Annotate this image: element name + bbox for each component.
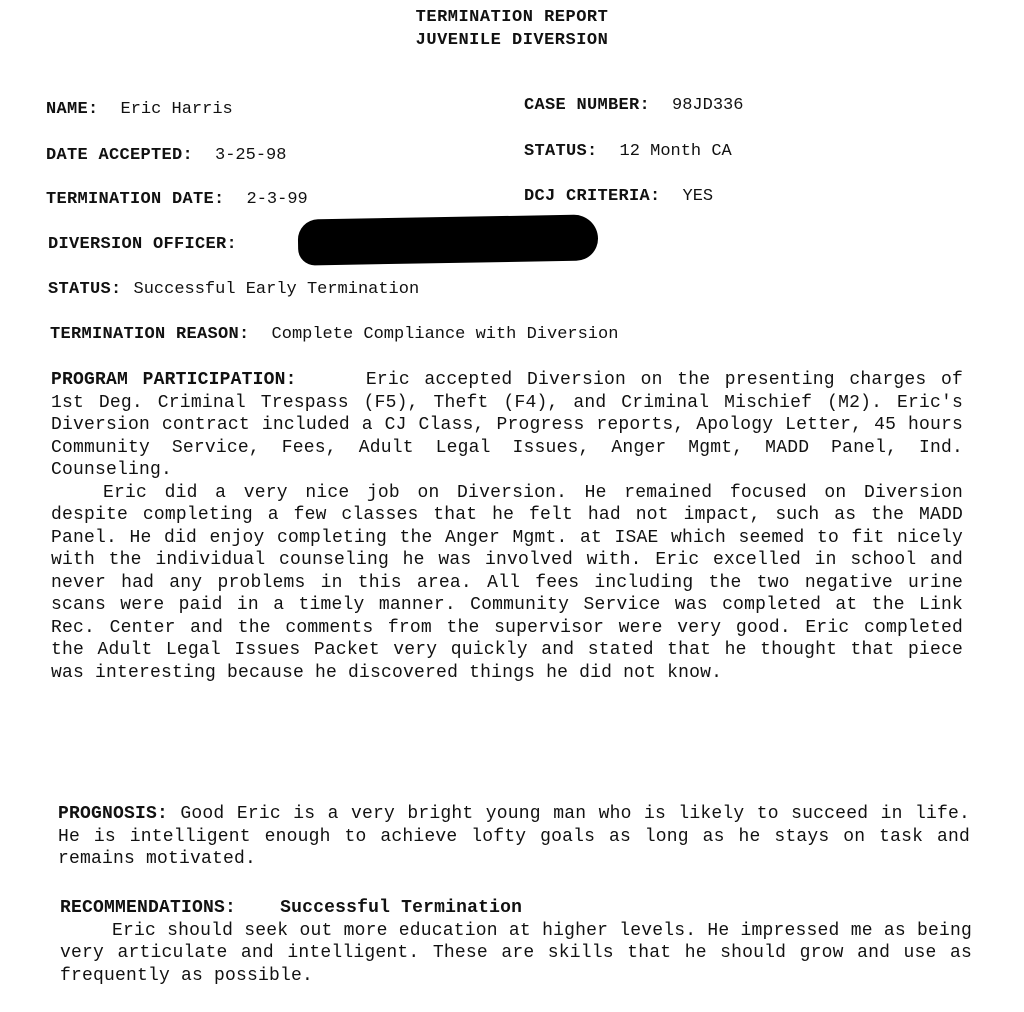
- name-field: [46, 100, 233, 119]
- program-participation-text-2: Eric did a very nice job on Diversion. He remained focused on Diversion despite completing a few classes that he felt had not impact, such as the MADD Panel. He did enjoy completing the Anger Mgmt. at ISAE which seemed to fit nicely with the individual counseling he was involved with. Eric excelled in school and never had any problems in this area. All fees including the two negative urine scans were paid in a timely manner. Community Service was completed at the Link Rec. Center and the comments from the supervisor were very good. Eric completed the Adult Legal Issues Packet very quickly and stated that he thought that piece was interesting because he discovered things he did not know.: [51, 482, 963, 683]
- status-field: [524, 142, 732, 161]
- status-label: STATUS:: [524, 142, 598, 161]
- recommendations-label: RECOMMENDATIONS:: [60, 898, 237, 918]
- program-participation-label: PROGRAM PARTICIPATION:: [51, 370, 297, 390]
- dcj-criteria-field: [524, 187, 713, 206]
- program-participation-paragraph-2: [51, 482, 963, 685]
- report-title: TERMINATION REPORT: [415, 8, 609, 27]
- status-outcome-label: STATUS:: [48, 280, 122, 299]
- name-label: NAME:: [46, 100, 99, 119]
- case-number-value: 98JD336: [672, 96, 744, 115]
- status-outcome-value: Successful Early Termination: [133, 280, 420, 299]
- dcj-criteria-label: DCJ CRITERIA:: [524, 187, 661, 206]
- recommendations-heading: [60, 897, 972, 920]
- termination-date-value: 2-3-99: [246, 190, 308, 209]
- recommendations-text: Eric should seek out more education at higher levels. He impressed me as being very articulate and intelligent. These are skills that he should grow and use as frequently as possible.: [60, 920, 972, 986]
- diversion-officer-label: DIVERSION OFFICER:: [48, 235, 238, 254]
- termination-reason-field: [50, 325, 618, 344]
- dcj-criteria-value: YES: [682, 187, 714, 206]
- termination-reason-value: Complete Compliance with Diversion: [271, 325, 619, 344]
- diversion-officer-field: [48, 235, 237, 254]
- termination-date-field: [46, 190, 308, 209]
- program-participation-text-1: Eric accepted Diversion on the presenting charges of 1st Deg. Criminal Trespass (F5), Theft (F4), and Criminal Mischief (M2). Eric's Diversion contract included a CJ Class, Progress reports, Apology Letter, 45 hours Community Service, Fees, Adult Legal Issues, Anger Mgmt, MADD Panel, Ind. Counseling.: [51, 370, 963, 480]
- case-number-label: CASE NUMBER:: [524, 96, 651, 115]
- report-subtitle: JUVENILE DIVERSION: [415, 31, 609, 50]
- recommendations-section: [60, 897, 972, 987]
- redaction-bar: [298, 214, 599, 265]
- case-number-field: [524, 96, 743, 115]
- date-accepted-value: 3-25-98: [215, 146, 287, 165]
- termination-date-label: TERMINATION DATE:: [46, 190, 225, 209]
- prognosis-text: Good Eric is a very bright young man who is likely to succeed in life. He is intelligent enough to achieve lofty goals as long as he stays on task and remains motivated.: [58, 804, 970, 869]
- program-participation-section: [51, 369, 963, 684]
- status-value: 12 Month CA: [619, 142, 732, 161]
- status-outcome-field: [48, 280, 419, 299]
- prognosis-section: [58, 803, 970, 871]
- prognosis-label: PROGNOSIS:: [58, 804, 169, 824]
- program-participation-paragraph-1: [51, 369, 963, 482]
- date-accepted-label: DATE ACCEPTED:: [46, 146, 194, 165]
- recommendations-value: Successful Termination: [280, 898, 523, 918]
- name-value: Eric Harris: [120, 100, 233, 119]
- recommendations-paragraph: [60, 920, 972, 988]
- termination-reason-label: TERMINATION REASON:: [50, 325, 250, 344]
- date-accepted-field: [46, 146, 286, 165]
